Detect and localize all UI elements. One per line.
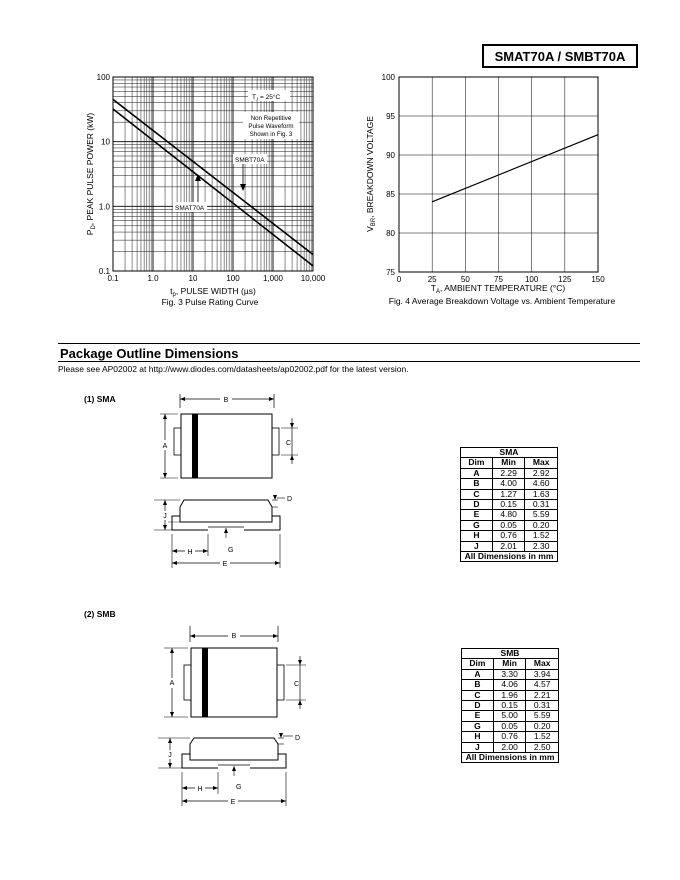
- sma-table-footer: All Dimensions in mm: [461, 552, 558, 562]
- table-row: [462, 732, 559, 742]
- y-tick-label: 75: [386, 268, 395, 277]
- smb-cell: 4.57: [526, 680, 559, 690]
- smb-cell: 2.21: [526, 690, 559, 700]
- smb-cell: J: [462, 742, 494, 752]
- sma-cell: 2.29: [492, 468, 525, 478]
- table-row: [461, 500, 558, 510]
- smb-cell: 3.94: [526, 669, 559, 679]
- fig3-caption: Fig. 3 Pulse Rating Curve: [161, 297, 259, 307]
- smb-dim-j: J: [168, 752, 172, 759]
- table-row: [462, 742, 559, 752]
- smb-drawing: [150, 622, 315, 812]
- sma-cell: 2.01: [492, 541, 525, 551]
- smb-cell: H: [462, 732, 494, 742]
- sma-dim-e: E: [222, 561, 228, 568]
- smb-cell: 0.31: [526, 701, 559, 711]
- smb-cell: 0.15: [493, 701, 526, 711]
- sma-dimension-table: [460, 447, 558, 562]
- sma-table-body: [461, 468, 558, 551]
- series-line: [432, 135, 598, 202]
- temp-sub: J: [255, 96, 259, 102]
- y-tick-label: 0.1: [98, 267, 110, 276]
- smb-cell: 1.96: [493, 690, 526, 700]
- sma-cell: 1.52: [525, 531, 558, 541]
- smb-dim-g: G: [236, 784, 242, 791]
- smb-dim-e: E: [230, 799, 236, 806]
- smb-cell: 5.00: [493, 711, 526, 721]
- fig3-chart: [80, 70, 330, 310]
- sma-cell: H: [461, 531, 493, 541]
- smb-header-min: Min: [493, 659, 526, 669]
- sma-cell: C: [461, 489, 493, 499]
- fig3-xlabel: $t_p$, PULSE WIDTH (µs): [170, 286, 256, 298]
- y-tick-label: 100: [96, 73, 110, 82]
- sma-cell: 4.80: [492, 510, 525, 520]
- table-row: [462, 690, 559, 700]
- smb-table-body: [462, 669, 559, 752]
- smb-cell: 0.76: [493, 732, 526, 742]
- fig4-caption: Fig. 4 Average Breakdown Voltage vs. Ambient Temperature: [388, 296, 616, 306]
- y-tick-label: 90: [386, 151, 395, 160]
- smb-cell: 5.59: [526, 711, 559, 721]
- fig3-label-smbt: [233, 154, 267, 191]
- smb-label: (2) SMB: [84, 609, 116, 619]
- sma-dim-b: B: [223, 397, 229, 404]
- fig3-annotation-waveform: [243, 112, 299, 139]
- sma-cell: 4.00: [492, 479, 525, 489]
- smb-cell: A: [462, 669, 494, 679]
- y-tick-label: 95: [386, 112, 395, 121]
- smb-cell: 3.30: [493, 669, 526, 679]
- fig4-tick-labels: [382, 73, 606, 284]
- fig3-annotation-temp: [248, 90, 290, 102]
- x-tick-label: 1,000: [262, 274, 284, 283]
- x-tick-label: 10,000: [300, 274, 326, 283]
- smb-cell: 2.00: [493, 742, 526, 752]
- fig3-ylabel: $P_D$, PEAK PULSE POWER (kW): [85, 112, 97, 236]
- sma-cell: 1.63: [525, 489, 558, 499]
- section-top-rule: [58, 343, 640, 344]
- sma-drawing: [150, 388, 310, 578]
- sma-table-title: SMA: [461, 448, 558, 458]
- sma-dim-d: D: [287, 496, 293, 503]
- table-row: [462, 680, 559, 690]
- y-tick-label: 80: [386, 229, 395, 238]
- section-title: Package Outline Dimensions: [60, 346, 239, 361]
- smb-table-footer: All Dimensions in mm: [462, 753, 559, 763]
- x-tick-label: 0.1: [107, 274, 119, 283]
- fig4-series: [432, 135, 598, 202]
- smb-table-title: SMB: [462, 649, 559, 659]
- y-tick-label: 85: [386, 190, 395, 199]
- sma-dim-j: J: [163, 513, 167, 520]
- smb-dimension-table: [461, 648, 559, 763]
- smb-cell: B: [462, 680, 494, 690]
- sma-dim-c: C: [286, 440, 292, 447]
- smb-cell: 2.50: [526, 742, 559, 752]
- sma-cell: 2.92: [525, 468, 558, 478]
- smb-cell: C: [462, 690, 494, 700]
- x-tick-label: 125: [558, 275, 572, 284]
- smb-cell: 0.05: [493, 721, 526, 731]
- y-tick-label: 100: [381, 73, 395, 82]
- table-row: [461, 468, 558, 478]
- smb-cell: 4.06: [493, 680, 526, 690]
- sma-cell: 5.59: [525, 510, 558, 520]
- smbt-label: SMBT70A: [235, 157, 265, 164]
- smb-dim-d: D: [295, 735, 301, 742]
- sma-header-min: Min: [492, 458, 525, 468]
- temp-value: = 25°C: [258, 94, 281, 101]
- x-tick-label: 1.0: [147, 274, 159, 283]
- sma-cell: 0.76: [492, 531, 525, 541]
- fig4-ylabel: $V_{BR}$, BREAKDOWN VOLTAGE: [365, 116, 377, 232]
- sma-cell: 4.60: [525, 479, 558, 489]
- sma-header-dim: Dim: [461, 458, 493, 468]
- x-tick-label: 100: [524, 275, 539, 284]
- table-row: [462, 711, 559, 721]
- temp-symbol: T: [252, 94, 256, 101]
- table-row: [461, 520, 558, 530]
- smb-header-max: Max: [526, 659, 559, 669]
- table-row: [462, 721, 559, 731]
- table-row: [461, 531, 558, 541]
- fig4-chart: [355, 68, 645, 308]
- sma-cell: 0.05: [492, 520, 525, 530]
- waveform-line3: Shown in Fig. 3: [249, 131, 293, 138]
- sma-cell: A: [461, 468, 493, 478]
- fig4-xlabel: $T_A$, AMBIENT TEMPERATURE (°C): [430, 283, 566, 295]
- sma-cell: 0.31: [525, 500, 558, 510]
- sma-cell: E: [461, 510, 493, 520]
- x-tick-label: 10: [188, 274, 198, 283]
- section-bottom-rule: [58, 361, 640, 362]
- sma-cell: D: [461, 500, 493, 510]
- smb-dim-h: H: [197, 786, 203, 793]
- sma-header-max: Max: [525, 458, 558, 468]
- x-tick-label: 100: [226, 274, 240, 283]
- sma-dim-g: G: [228, 547, 234, 554]
- x-tick-label: 0: [396, 275, 402, 284]
- y-tick-label: 1.0: [98, 202, 110, 212]
- y-tick-label: 10: [101, 137, 110, 147]
- table-row: [461, 489, 558, 499]
- smat-label: SMAT70A: [175, 205, 205, 212]
- sma-cell: 2.30: [525, 541, 558, 551]
- smb-cell: E: [462, 711, 494, 721]
- table-row: [462, 669, 559, 679]
- sma-dim-h: H: [187, 549, 193, 556]
- sma-cell: 0.20: [525, 520, 558, 530]
- smb-dim-c: C: [294, 681, 300, 688]
- smb-cell: 0.20: [526, 721, 559, 731]
- sma-cell: B: [461, 479, 493, 489]
- waveform-line1: Non Repetitive: [250, 115, 292, 122]
- section-note: Please see AP02002 at http://www.diodes.com/datasheets/ap02002.pdf for the latest version.: [58, 364, 409, 374]
- smb-dim-a: A: [169, 680, 175, 687]
- smb-cell: 1.52: [526, 732, 559, 742]
- x-tick-label: 25: [427, 275, 437, 284]
- sma-cell: 1.27: [492, 489, 525, 499]
- table-row: [461, 510, 558, 520]
- sma-cell: 0.15: [492, 500, 525, 510]
- smb-dim-b: B: [231, 633, 237, 640]
- table-row: [462, 701, 559, 711]
- sma-dim-a: A: [162, 443, 168, 450]
- sma-cell: J: [461, 541, 493, 551]
- waveform-line2: Pulse Waveform: [248, 123, 294, 130]
- x-tick-label: 50: [460, 275, 470, 284]
- smb-cell: D: [462, 701, 494, 711]
- datasheet-title: SMAT70A / SMBT70A: [482, 44, 638, 68]
- smb-cell: G: [462, 721, 494, 731]
- sma-label: (1) SMA: [84, 394, 116, 404]
- table-row: [461, 479, 558, 489]
- x-tick-label: 150: [591, 275, 605, 284]
- smb-header-dim: Dim: [462, 659, 494, 669]
- sma-cell: G: [461, 520, 493, 530]
- x-tick-label: 75: [494, 275, 503, 284]
- table-row: [461, 541, 558, 551]
